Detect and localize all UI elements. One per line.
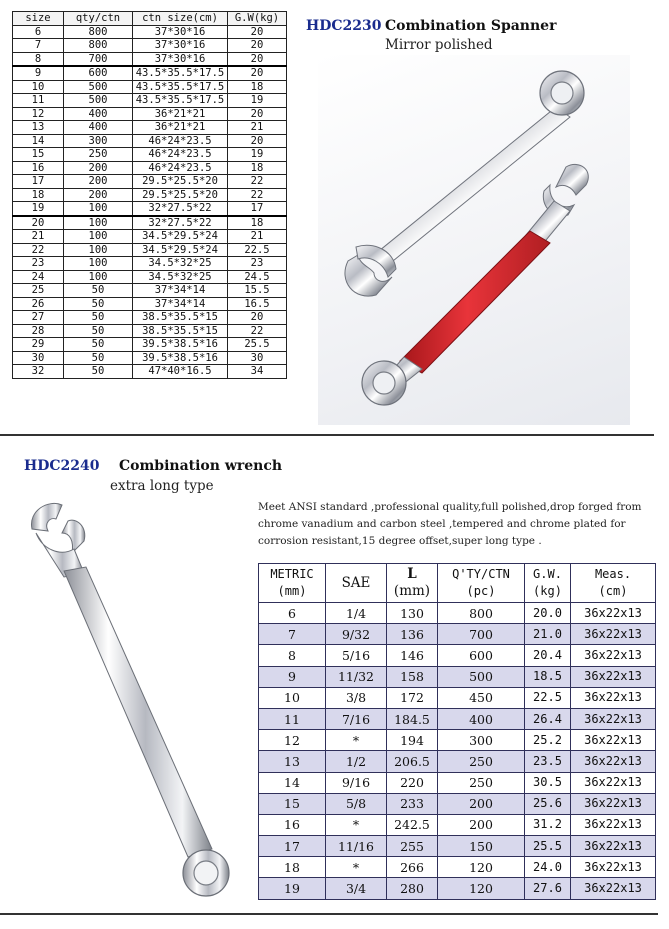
table-cell: 22 [228,324,287,338]
table-cell: 28 [13,324,64,338]
table-cell: 1/4 [326,603,387,624]
table-cell: 700 [438,624,525,645]
table-cell: 32*27.5*22 [133,202,228,216]
table-cell: 8 [259,645,326,666]
header-sae-label: SAE [341,574,371,591]
header-qty-ctn [438,564,525,603]
header-metric-unit: (mm) [277,584,307,598]
wrench-spec-table [258,563,656,900]
table-cell: 21 [228,121,287,135]
table-cell: 13 [259,751,326,772]
table-row [259,878,656,899]
table-cell: 7/16 [326,708,387,729]
table-row [13,66,287,80]
table-cell: 26.4 [525,708,571,729]
table-cell: 37*30*16 [133,25,228,39]
product-code-hdc2240: HDC2240 [24,458,100,474]
table-cell: 36*21*21 [133,107,228,121]
table-cell: 24.5 [228,270,287,284]
table-cell: 600 [438,645,525,666]
wrench-spec-header-row [259,564,656,603]
red-grip-spanner [362,164,588,405]
table-cell: 19 [259,878,326,899]
table-cell: 250 [64,148,133,162]
table-cell: 36x22x13 [571,836,656,857]
table-cell: 400 [438,708,525,729]
table-row [13,338,287,352]
table-row [13,270,287,284]
table-cell: 194 [387,730,438,751]
wrench-illustration [12,497,238,907]
table-row [259,857,656,878]
table-cell: 47*40*16.5 [133,365,228,379]
product-name-spanner: Combination Spanner [385,18,557,34]
table-cell: 17 [259,836,326,857]
table-row [13,297,287,311]
table-cell: 12 [259,730,326,751]
header-gw-unit: (kg) [533,584,562,598]
table-row [13,311,287,325]
table-cell: 20.4 [525,645,571,666]
table-cell: 200 [64,175,133,189]
table-cell: 50 [64,351,133,365]
table-cell: 22 [13,243,64,257]
product-description: Meet ANSI standard ,professional quality,full polished,drop forged from chrome vanadium and carbon steel ,tempered and chrome plated for corrosion resistant,15 degree offset,super long type . [258,501,642,547]
carton-spec-table [12,11,287,379]
table-row [13,188,287,202]
table-row [259,603,656,624]
section-divider-top [0,434,654,436]
table-cell: 172 [387,687,438,708]
table-cell: 20 [228,134,287,148]
table-cell: 250 [438,772,525,793]
table-cell: 200 [64,161,133,175]
table-cell: 36x22x13 [571,645,656,666]
table-row [13,202,287,216]
table-cell: 29.5*25.5*20 [133,188,228,202]
table-cell: 36x22x13 [571,624,656,645]
table-cell: 26 [13,297,64,311]
table-cell: 25.6 [525,793,571,814]
table-cell: 12 [13,107,64,121]
table-cell: 29 [13,338,64,352]
table-cell: 3/4 [326,878,387,899]
combination-spanner-pair-photo [318,55,630,425]
extra-long-combination-wrench-photo [12,497,238,907]
table-row [259,814,656,835]
table-cell: 18 [228,161,287,175]
table-cell: 16 [13,161,64,175]
table-row [13,94,287,108]
table-cell: 9 [13,66,64,80]
table-cell: 23 [228,257,287,271]
table-cell: 19 [228,94,287,108]
table-cell: 21 [13,230,64,244]
table-cell: 46*24*23.5 [133,134,228,148]
table-cell: 17 [228,202,287,216]
product-variant: extra long type [110,478,214,494]
table-cell: 24 [13,270,64,284]
table-cell: 10 [259,687,326,708]
table-cell: 6 [13,25,64,39]
table-row [13,230,287,244]
table-cell: 25 [13,284,64,298]
table-cell: 39.5*38.5*16 [133,351,228,365]
table-cell: 39.5*38.5*16 [133,338,228,352]
table-row [259,772,656,793]
header-qty-label: Q'TY/CTN [452,567,510,581]
table-cell: 242.5 [387,814,438,835]
table-cell: 800 [64,39,133,53]
table-row [259,687,656,708]
table-cell: 22.5 [228,243,287,257]
table-cell: 220 [387,772,438,793]
table-cell: 46*24*23.5 [133,148,228,162]
table-cell: 37*30*16 [133,39,228,53]
table-cell: 100 [64,270,133,284]
table-cell: 18 [259,857,326,878]
table-cell: 233 [387,793,438,814]
header-length [387,564,438,603]
table-cell: 36x22x13 [571,772,656,793]
table-cell: 500 [64,94,133,108]
spanner-illustration [318,55,630,425]
header-meas-label: Meas. [594,567,632,581]
table-cell: 36x22x13 [571,687,656,708]
table-cell: 7 [259,624,326,645]
table-cell: 280 [387,878,438,899]
table-cell: 22.5 [525,687,571,708]
table-cell: 36x22x13 [571,666,656,687]
table-cell: 100 [64,257,133,271]
table-row [13,80,287,94]
table-cell: 34.5*32*25 [133,257,228,271]
table-cell: 37*34*14 [133,297,228,311]
header-meas-unit: (cm) [598,584,628,598]
table-cell: * [326,814,387,835]
table-cell: 16 [259,814,326,835]
table-row [13,243,287,257]
table-cell: 5/8 [326,793,387,814]
table-cell: 36x22x13 [571,857,656,878]
table-cell: 120 [438,857,525,878]
table-cell: 255 [387,836,438,857]
table-cell: 20.0 [525,603,571,624]
table-cell: 9/16 [326,772,387,793]
table-cell: 500 [64,80,133,94]
table-cell: 266 [387,857,438,878]
table-cell: 150 [438,836,525,857]
table-cell: 500 [438,666,525,687]
header-qty-unit: (pc) [466,584,496,598]
table-cell: 34 [228,365,287,379]
section-divider-bottom [0,913,658,915]
table-row [13,161,287,175]
table-cell: 800 [438,603,525,624]
table-row [13,148,287,162]
table-cell: 8 [13,52,64,66]
table-cell: 5/16 [326,645,387,666]
table-cell: 29.5*25.5*20 [133,175,228,189]
table-cell: 600 [64,66,133,80]
table-cell: 22 [228,175,287,189]
table-cell: 100 [64,230,133,244]
table-cell: 36x22x13 [571,708,656,729]
table-cell: 38.5*35.5*15 [133,324,228,338]
table-cell: 50 [64,338,133,352]
table-cell: 31.2 [525,814,571,835]
table-row [259,708,656,729]
table-cell: 37*30*16 [133,52,228,66]
header-sae [326,564,387,603]
table-row [13,25,287,39]
header-meas [571,564,656,603]
table-cell: 14 [13,134,64,148]
table-cell: 9/32 [326,624,387,645]
table-cell: 20 [228,107,287,121]
table-cell: 20 [228,66,287,80]
table-cell: 206.5 [387,751,438,772]
table-cell: 43.5*35.5*17.5 [133,94,228,108]
table-cell: 50 [64,365,133,379]
table-cell: 27.6 [525,878,571,899]
table-cell: 50 [64,311,133,325]
table-cell: 36x22x13 [571,814,656,835]
table-cell: 3/8 [326,687,387,708]
table-row [259,666,656,687]
table-cell: 19 [13,202,64,216]
table-row [13,175,287,189]
table-cell: 15 [259,793,326,814]
table-cell: 27 [13,311,64,325]
table-cell: 20 [228,39,287,53]
table-cell: 46*24*23.5 [133,161,228,175]
table-row [13,121,287,135]
table-cell: 300 [64,134,133,148]
table-row [13,284,287,298]
header-length-label: L [407,566,417,582]
table-cell: 13 [13,121,64,135]
table-cell: 36x22x13 [571,878,656,899]
table-cell: 146 [387,645,438,666]
table-cell: 32*27.5*22 [133,216,228,230]
table-cell: 20 [228,52,287,66]
table-cell: 30 [228,351,287,365]
table-cell: 130 [387,603,438,624]
table-row [13,107,287,121]
table-cell: * [326,730,387,751]
table-row [259,751,656,772]
table-cell: 16.5 [228,297,287,311]
table-cell: 15.5 [228,284,287,298]
table-cell: 38.5*35.5*15 [133,311,228,325]
table-cell: 21.0 [525,624,571,645]
header-length-unit: (mm) [393,583,431,599]
header-gw: G.W(kg) [228,12,287,26]
table-cell: 36x22x13 [571,730,656,751]
table-cell: 20 [228,25,287,39]
table-cell: 23.5 [525,751,571,772]
table-cell: 25.5 [228,338,287,352]
table-cell: 158 [387,666,438,687]
table-row [13,257,287,271]
table-cell: 6 [259,603,326,624]
table-row [13,365,287,379]
table-cell: 25.2 [525,730,571,751]
table-cell: 100 [64,216,133,230]
table-cell: 36x22x13 [571,603,656,624]
table-cell: 1/2 [326,751,387,772]
product-finish: Mirror polished [385,37,493,53]
table-cell: 700 [64,52,133,66]
table-cell: 250 [438,751,525,772]
table-cell: 30.5 [525,772,571,793]
table-row [13,351,287,365]
table-cell: 25.5 [525,836,571,857]
header-gw [525,564,571,603]
table-cell: 100 [64,202,133,216]
header-qty: qty/ctn [64,12,133,26]
table-cell: 18 [228,80,287,94]
table-cell: 7 [13,39,64,53]
header-metric-label: METRIC [270,567,314,581]
table-cell: 50 [64,297,133,311]
table-cell: 19 [228,148,287,162]
table-cell: * [326,857,387,878]
table-cell: 23 [13,257,64,271]
table-cell: 22 [228,188,287,202]
table-row [259,836,656,857]
table-cell: 10 [13,80,64,94]
chrome-spanner [345,71,584,296]
table-cell: 200 [438,814,525,835]
table-row [13,39,287,53]
carton-spec-header-row [13,12,287,26]
table-cell: 800 [64,25,133,39]
table-cell: 43.5*35.5*17.5 [133,66,228,80]
table-cell: 200 [64,188,133,202]
table-cell: 100 [64,243,133,257]
table-row [13,134,287,148]
table-cell: 21 [228,230,287,244]
table-cell: 11 [13,94,64,108]
table-cell: 20 [13,216,64,230]
table-cell: 450 [438,687,525,708]
table-cell: 11 [259,708,326,729]
table-cell: 34.5*32*25 [133,270,228,284]
table-cell: 136 [387,624,438,645]
table-cell: 18 [228,216,287,230]
table-cell: 36*21*21 [133,121,228,135]
table-row [13,52,287,66]
header-gw-label: G.W. [533,567,562,581]
header-ctn-size: ctn size(cm) [133,12,228,26]
table-cell: 17 [13,175,64,189]
table-row [259,730,656,751]
table-cell: 14 [259,772,326,793]
table-cell: 50 [64,324,133,338]
table-cell: 184.5 [387,708,438,729]
table-row [259,624,656,645]
table-cell: 20 [228,311,287,325]
table-cell: 15 [13,148,64,162]
table-cell: 300 [438,730,525,751]
table-cell: 36x22x13 [571,793,656,814]
table-cell: 43.5*35.5*17.5 [133,80,228,94]
table-row [13,216,287,230]
table-cell: 11/32 [326,666,387,687]
table-cell: 34.5*29.5*24 [133,230,228,244]
table-cell: 18.5 [525,666,571,687]
table-cell: 11/16 [326,836,387,857]
table-row [259,793,656,814]
table-cell: 32 [13,365,64,379]
table-cell: 400 [64,121,133,135]
header-metric [259,564,326,603]
table-cell: 30 [13,351,64,365]
long-wrench [31,503,229,896]
table-cell: 400 [64,107,133,121]
table-cell: 24.0 [525,857,571,878]
product-name-wrench: Combination wrench [119,458,283,474]
table-cell: 9 [259,666,326,687]
table-cell: 34.5*29.5*24 [133,243,228,257]
table-row [259,645,656,666]
product-code-hdc2230: HDC2230 [306,18,382,34]
table-cell: 200 [438,793,525,814]
header-size: size [13,12,64,26]
table-cell: 18 [13,188,64,202]
table-cell: 120 [438,878,525,899]
table-cell: 36x22x13 [571,751,656,772]
table-cell: 50 [64,284,133,298]
table-cell: 37*34*14 [133,284,228,298]
table-row [13,324,287,338]
